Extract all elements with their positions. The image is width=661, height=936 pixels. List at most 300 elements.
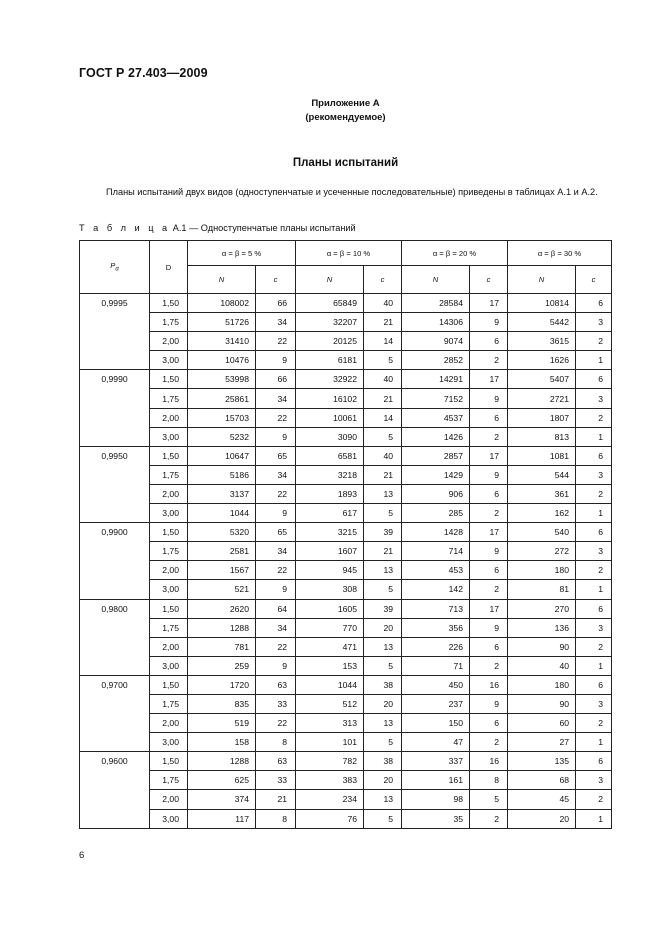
n-5-cell: 53998 [188,370,256,389]
n-30-cell: 544 [508,465,576,484]
header-p-alpha-text: $P_\alpha$ [110,261,119,273]
table-row [80,427,612,446]
n-5-cell: 781 [188,637,256,656]
c-10-cell: 5 [364,656,402,675]
table-row [80,771,612,790]
table-row [80,752,612,771]
c-20-cell: 2 [470,351,508,370]
c-20-cell: 9 [470,618,508,637]
n-10-cell: 782 [296,752,364,771]
n-5-cell: 25861 [188,389,256,408]
n-10-cell: 770 [296,618,364,637]
n-20-cell: 1428 [402,523,470,542]
n-10-cell: 308 [296,580,364,599]
n-10-cell: 1607 [296,542,364,561]
test-plans-table [79,240,612,829]
d-value-cell: 2,00 [150,637,188,656]
table-caption-rest: А.1 — Одноступенчатые планы испытаний [170,223,356,233]
c-5-cell: 33 [256,694,296,713]
table-caption-lead: Т а б л и ц а [79,223,171,233]
table-row [80,675,612,694]
c-5-cell: 9 [256,351,296,370]
c-30-cell: 3 [576,389,612,408]
n-30-cell: 180 [508,675,576,694]
c-30-cell: 2 [576,332,612,351]
appendix-heading [0,97,661,125]
c-5-cell: 34 [256,618,296,637]
c-5-cell: 9 [256,656,296,675]
c-10-cell: 21 [364,389,402,408]
d-value-cell: 1,50 [150,752,188,771]
c-20-cell: 2 [470,733,508,752]
table-row [80,332,612,351]
c-30-cell: 1 [576,809,612,828]
d-value-cell: 1,75 [150,618,188,637]
c-10-cell: 20 [364,618,402,637]
n-5-cell: 374 [188,790,256,809]
n-5-cell: 259 [188,656,256,675]
n-10-cell: 153 [296,656,364,675]
d-value-cell: 2,00 [150,714,188,733]
n-5-cell: 1288 [188,752,256,771]
c-10-cell: 40 [364,294,402,313]
n-5-cell: 1288 [188,618,256,637]
n-20-cell: 4537 [402,408,470,427]
d-value-cell: 1,75 [150,694,188,713]
c-5-cell: 8 [256,809,296,828]
c-30-cell: 6 [576,294,612,313]
n-20-cell: 285 [402,504,470,523]
c-30-cell: 6 [576,599,612,618]
p-alpha-cell: 0,9990 [80,370,150,446]
c-30-cell: 3 [576,771,612,790]
n-20-cell: 226 [402,637,470,656]
n-30-cell: 20 [508,809,576,828]
table-row [80,694,612,713]
n-10-cell: 10061 [296,408,364,427]
d-value-cell: 1,75 [150,313,188,332]
c-10-cell: 39 [364,523,402,542]
c-20-cell: 17 [470,599,508,618]
c-20-cell: 9 [470,465,508,484]
c-30-cell: 3 [576,694,612,713]
n-5-cell: 117 [188,809,256,828]
n-5-cell: 158 [188,733,256,752]
c-10-cell: 13 [364,714,402,733]
c-20-cell: 6 [470,332,508,351]
c-30-cell: 2 [576,637,612,656]
table-row [80,580,612,599]
c-20-cell: 17 [470,370,508,389]
c-20-cell: 2 [470,809,508,828]
c-30-cell: 6 [576,523,612,542]
c-20-cell: 2 [470,580,508,599]
n-30-cell: 1807 [508,408,576,427]
c-20-cell: 2 [470,504,508,523]
n-20-cell: 14291 [402,370,470,389]
d-value-cell: 3,00 [150,351,188,370]
table-row [80,656,612,675]
c-20-cell: 9 [470,542,508,561]
n-20-cell: 1426 [402,427,470,446]
n-5-cell: 1567 [188,561,256,580]
c-30-cell: 2 [576,408,612,427]
n-30-cell: 136 [508,618,576,637]
n-20-cell: 161 [402,771,470,790]
n-20-cell: 1429 [402,465,470,484]
c-10-cell: 21 [364,313,402,332]
c-30-cell: 1 [576,504,612,523]
n-20-cell: 7152 [402,389,470,408]
table-row [80,809,612,828]
c-20-cell: 6 [470,408,508,427]
d-value-cell: 3,00 [150,733,188,752]
c-5-cell: 63 [256,752,296,771]
c-10-cell: 5 [364,580,402,599]
header-c: c [576,266,612,294]
n-20-cell: 906 [402,484,470,503]
n-30-cell: 5442 [508,313,576,332]
section-title-text: Планы испытаний [292,157,399,169]
n-20-cell: 2857 [402,446,470,465]
n-5-cell: 1720 [188,675,256,694]
c-10-cell: 13 [364,561,402,580]
c-30-cell: 2 [576,790,612,809]
c-10-cell: 5 [364,504,402,523]
n-20-cell: 98 [402,790,470,809]
c-10-cell: 5 [364,733,402,752]
table-row [80,561,612,580]
n-5-cell: 3137 [188,484,256,503]
table-row [80,408,612,427]
c-5-cell: 22 [256,561,296,580]
d-value-cell: 2,00 [150,561,188,580]
table-row [80,446,612,465]
n-10-cell: 617 [296,504,364,523]
header-c: c [364,266,402,294]
c-5-cell: 21 [256,790,296,809]
c-10-cell: 13 [364,484,402,503]
table-row [80,618,612,637]
n-5-cell: 2581 [188,542,256,561]
d-value-cell: 1,50 [150,294,188,313]
header-c: c [470,266,508,294]
n-10-cell: 101 [296,733,364,752]
n-30-cell: 5407 [508,370,576,389]
c-5-cell: 22 [256,332,296,351]
n-5-cell: 835 [188,694,256,713]
n-20-cell: 356 [402,618,470,637]
n-30-cell: 1626 [508,351,576,370]
n-10-cell: 32922 [296,370,364,389]
c-30-cell: 1 [576,351,612,370]
c-30-cell: 1 [576,733,612,752]
d-value-cell: 2,00 [150,790,188,809]
n-10-cell: 6581 [296,446,364,465]
c-20-cell: 8 [470,771,508,790]
n-10-cell: 76 [296,809,364,828]
c-20-cell: 16 [470,752,508,771]
n-30-cell: 3615 [508,332,576,351]
c-5-cell: 66 [256,370,296,389]
n-10-cell: 313 [296,714,364,733]
d-value-cell: 3,00 [150,656,188,675]
n-10-cell: 65849 [296,294,364,313]
n-20-cell: 714 [402,542,470,561]
n-20-cell: 2852 [402,351,470,370]
c-5-cell: 33 [256,771,296,790]
table-row [80,542,612,561]
n-30-cell: 180 [508,561,576,580]
d-value-cell: 3,00 [150,580,188,599]
n-30-cell: 68 [508,771,576,790]
n-30-cell: 2721 [508,389,576,408]
n-30-cell: 272 [508,542,576,561]
c-30-cell: 3 [576,313,612,332]
n-5-cell: 5186 [188,465,256,484]
c-30-cell: 1 [576,427,612,446]
c-5-cell: 34 [256,313,296,332]
c-10-cell: 38 [364,752,402,771]
header-c: c [256,266,296,294]
n-20-cell: 150 [402,714,470,733]
d-value-cell: 3,00 [150,427,188,446]
c-20-cell: 17 [470,294,508,313]
d-value-cell: 1,50 [150,370,188,389]
n-20-cell: 14306 [402,313,470,332]
n-20-cell: 71 [402,656,470,675]
d-value-cell: 1,50 [150,446,188,465]
c-30-cell: 1 [576,580,612,599]
c-10-cell: 20 [364,694,402,713]
n-5-cell: 5232 [188,427,256,446]
d-value-cell: 2,00 [150,332,188,351]
section-title [0,157,661,169]
n-30-cell: 27 [508,733,576,752]
n-5-cell: 1044 [188,504,256,523]
c-20-cell: 6 [470,484,508,503]
n-5-cell: 10647 [188,446,256,465]
n-5-cell: 625 [188,771,256,790]
n-10-cell: 1605 [296,599,364,618]
c-20-cell: 2 [470,656,508,675]
n-10-cell: 16102 [296,389,364,408]
n-30-cell: 135 [508,752,576,771]
p-alpha-cell: 0,9700 [80,675,150,751]
n-30-cell: 90 [508,637,576,656]
n-5-cell: 31410 [188,332,256,351]
header-n: N [402,266,470,294]
c-20-cell: 6 [470,561,508,580]
n-10-cell: 234 [296,790,364,809]
header-d-text: D [165,262,172,272]
c-20-cell: 9 [470,313,508,332]
n-20-cell: 453 [402,561,470,580]
c-30-cell: 3 [576,465,612,484]
n-10-cell: 945 [296,561,364,580]
c-20-cell: 17 [470,523,508,542]
n-20-cell: 9074 [402,332,470,351]
c-30-cell: 6 [576,446,612,465]
c-20-cell: 9 [470,389,508,408]
c-30-cell: 3 [576,542,612,561]
c-5-cell: 66 [256,294,296,313]
c-5-cell: 22 [256,484,296,503]
table-caption [79,223,356,233]
p-alpha-cell: 0,9800 [80,599,150,675]
c-5-cell: 22 [256,637,296,656]
n-10-cell: 32207 [296,313,364,332]
header-n: N [296,266,364,294]
n-10-cell: 6181 [296,351,364,370]
c-5-cell: 64 [256,599,296,618]
d-value-cell: 1,75 [150,465,188,484]
c-30-cell: 2 [576,484,612,503]
c-10-cell: 20 [364,771,402,790]
c-5-cell: 9 [256,504,296,523]
appendix-note: (рекомендуемое) [305,112,386,123]
n-30-cell: 10814 [508,294,576,313]
n-5-cell: 15703 [188,408,256,427]
header-n: N [508,266,576,294]
c-20-cell: 9 [470,694,508,713]
p-alpha-cell: 0,9995 [80,294,150,370]
c-20-cell: 6 [470,714,508,733]
c-30-cell: 2 [576,561,612,580]
c-30-cell: 6 [576,675,612,694]
c-10-cell: 21 [364,542,402,561]
n-20-cell: 337 [402,752,470,771]
c-5-cell: 65 [256,446,296,465]
n-5-cell: 2620 [188,599,256,618]
d-value-cell: 1,50 [150,523,188,542]
d-value-cell: 2,00 [150,484,188,503]
d-value-cell: 1,50 [150,599,188,618]
n-20-cell: 450 [402,675,470,694]
n-5-cell: 10476 [188,351,256,370]
table-row [80,599,612,618]
appendix-title: Приложение А [311,98,380,109]
n-10-cell: 1893 [296,484,364,503]
c-10-cell: 5 [364,809,402,828]
c-5-cell: 22 [256,408,296,427]
n-30-cell: 361 [508,484,576,503]
n-10-cell: 3215 [296,523,364,542]
n-5-cell: 519 [188,714,256,733]
c-30-cell: 1 [576,656,612,675]
c-10-cell: 40 [364,370,402,389]
table-row [80,370,612,389]
n-10-cell: 3090 [296,427,364,446]
header-group-30: α = β = 30 % [508,241,612,266]
n-30-cell: 540 [508,523,576,542]
header-n: N [188,266,256,294]
c-5-cell: 34 [256,389,296,408]
c-20-cell: 17 [470,446,508,465]
c-5-cell: 22 [256,714,296,733]
c-10-cell: 13 [364,790,402,809]
c-5-cell: 8 [256,733,296,752]
d-value-cell: 1,50 [150,675,188,694]
c-10-cell: 5 [364,427,402,446]
c-20-cell: 6 [470,637,508,656]
c-5-cell: 34 [256,465,296,484]
c-10-cell: 38 [364,675,402,694]
table-row [80,714,612,733]
page-number: 6 [79,850,85,861]
c-10-cell: 14 [364,408,402,427]
d-value-cell: 3,00 [150,809,188,828]
table-body [80,294,612,829]
table-row [80,389,612,408]
table-row [80,504,612,523]
n-20-cell: 35 [402,809,470,828]
c-10-cell: 39 [364,599,402,618]
n-10-cell: 1044 [296,675,364,694]
c-10-cell: 5 [364,351,402,370]
table-row [80,484,612,503]
c-10-cell: 21 [364,465,402,484]
c-30-cell: 6 [576,370,612,389]
n-5-cell: 5320 [188,523,256,542]
n-30-cell: 60 [508,714,576,733]
c-30-cell: 3 [576,618,612,637]
p-alpha-cell: 0,9600 [80,752,150,828]
n-5-cell: 108002 [188,294,256,313]
c-5-cell: 63 [256,675,296,694]
n-10-cell: 471 [296,637,364,656]
c-30-cell: 2 [576,714,612,733]
n-30-cell: 270 [508,599,576,618]
n-30-cell: 90 [508,694,576,713]
c-20-cell: 5 [470,790,508,809]
header-group-5: α = β = 5 % [188,241,296,266]
d-value-cell: 1,75 [150,389,188,408]
n-30-cell: 81 [508,580,576,599]
header-group-20: α = β = 20 % [402,241,508,266]
n-20-cell: 28584 [402,294,470,313]
n-10-cell: 3218 [296,465,364,484]
c-30-cell: 6 [576,752,612,771]
c-10-cell: 13 [364,637,402,656]
table-row [80,294,612,313]
n-30-cell: 813 [508,427,576,446]
n-30-cell: 45 [508,790,576,809]
n-10-cell: 512 [296,694,364,713]
n-20-cell: 237 [402,694,470,713]
n-30-cell: 40 [508,656,576,675]
n-5-cell: 51726 [188,313,256,332]
n-20-cell: 47 [402,733,470,752]
header-d [150,241,188,294]
n-30-cell: 1081 [508,446,576,465]
c-5-cell: 9 [256,580,296,599]
c-5-cell: 9 [256,427,296,446]
header-p-alpha [80,241,150,294]
table-header-row-1 [80,241,612,266]
c-5-cell: 34 [256,542,296,561]
n-10-cell: 20125 [296,332,364,351]
c-10-cell: 40 [364,446,402,465]
c-5-cell: 65 [256,523,296,542]
table-row [80,465,612,484]
header-group-10: α = β = 10 % [296,241,402,266]
c-10-cell: 14 [364,332,402,351]
table-row [80,313,612,332]
standard-designation: ГОСТ Р 27.403—2009 [79,66,208,80]
c-20-cell: 2 [470,427,508,446]
d-value-cell: 3,00 [150,504,188,523]
